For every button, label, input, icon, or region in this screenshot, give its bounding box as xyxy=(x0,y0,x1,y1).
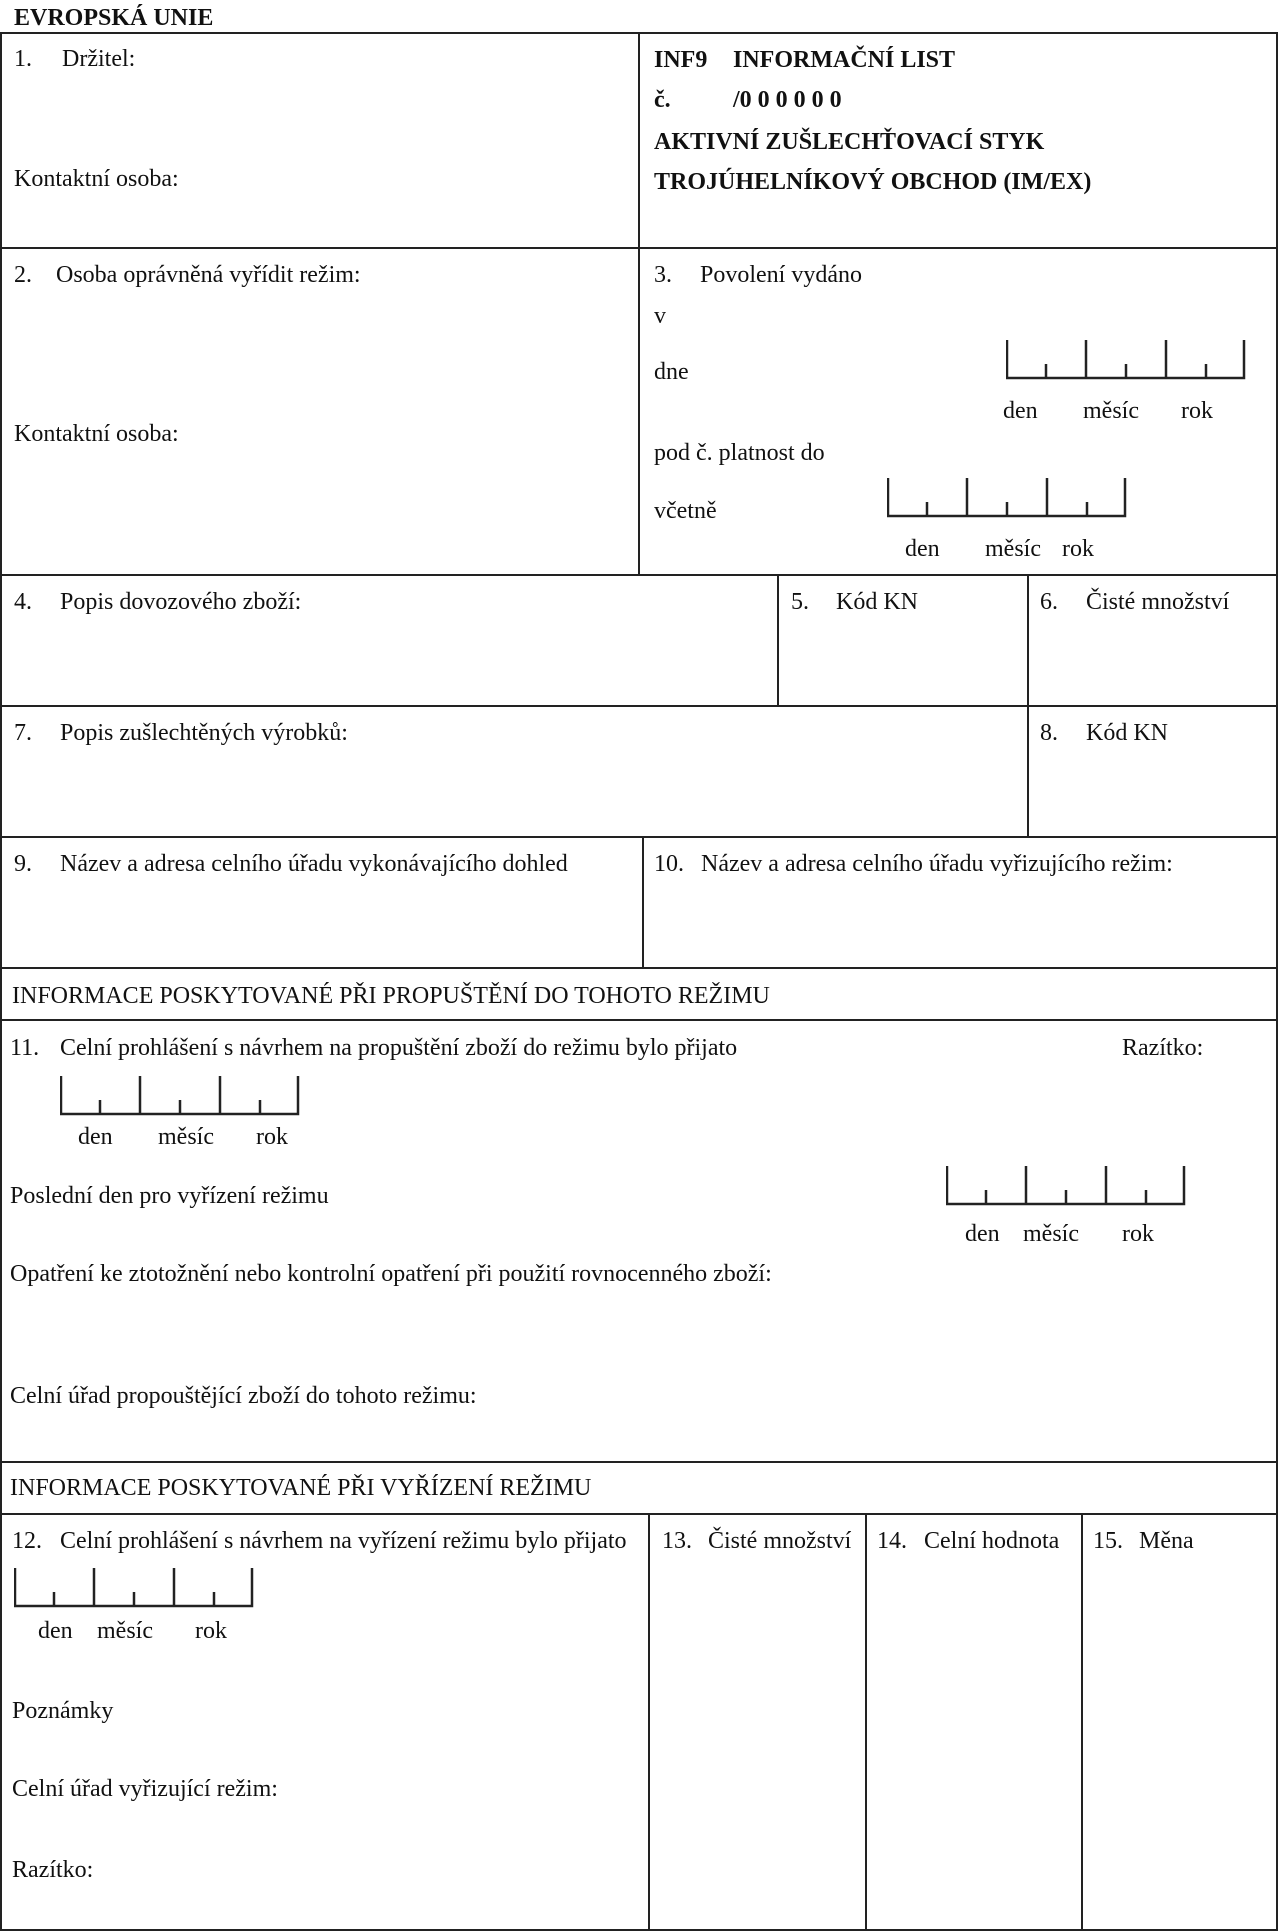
doc-procedure-line2: TROJÚHELNÍKOVÝ OBCHOD (IM/EX) xyxy=(654,169,1092,195)
box10-title: Název a adresa celního úřadu vyřizujícího režim: xyxy=(701,851,1173,877)
box6-title: Čisté množství xyxy=(1086,589,1230,615)
box11-last-day-label: Poslední den pro vyřízení režimu xyxy=(10,1183,329,1209)
month-label: měsíc xyxy=(1023,1221,1079,1247)
date-field-frame xyxy=(887,476,1127,518)
date-field-frame xyxy=(60,1074,300,1116)
doc-code: INF9 xyxy=(654,47,708,73)
box6-number: 6. xyxy=(1040,589,1058,615)
box3-number: 3. xyxy=(654,262,672,288)
box9-number: 9. xyxy=(14,851,32,877)
box3-number-validity-label: pod č. platnost do xyxy=(654,440,825,466)
month-label: měsíc xyxy=(97,1618,153,1644)
box12-stamp-label: Razítko: xyxy=(12,1857,94,1883)
doc-number-prefix: č. xyxy=(654,87,671,113)
box2-number: 2. xyxy=(14,262,32,288)
box15-title: Měna xyxy=(1139,1528,1194,1554)
section-release-title: INFORMACE POSKYTOVANÉ PŘI PROPUŠTĚNÍ DO TOHOTO REŽIMU xyxy=(12,983,770,1009)
year-label: rok xyxy=(1122,1221,1154,1247)
declaration-accepted-date-field[interactable] xyxy=(60,1074,300,1116)
page-header-title: EVROPSKÁ UNIE xyxy=(14,5,214,31)
date-field-frame xyxy=(14,1566,254,1608)
box11-title: Celní prohlášení s návrhem na propuštění zboží do režimu bylo přijato xyxy=(60,1035,738,1061)
box12-notes-label: Poznámky xyxy=(12,1698,114,1724)
year-label: rok xyxy=(1062,536,1094,562)
box3-date-label: dne xyxy=(654,359,689,385)
box13-title: Čisté množství xyxy=(708,1528,852,1554)
box5-number: 5. xyxy=(791,589,809,615)
box2-title: Osoba oprávněná vyřídit režim: xyxy=(56,262,361,288)
doc-procedure-line1: AKTIVNÍ ZUŠLECHŤOVACÍ STYK xyxy=(654,129,1045,155)
validity-date-field[interactable] xyxy=(887,476,1127,518)
box10-number: 10. xyxy=(654,851,684,877)
box3-inclusive-label: včetně xyxy=(654,498,717,524)
day-label: den xyxy=(78,1124,113,1150)
box2-contact-label: Kontaktní osoba: xyxy=(14,421,179,447)
box8-number: 8. xyxy=(1040,720,1058,746)
box1-number: 1. xyxy=(14,46,32,72)
box1-contact-label: Kontaktní osoba: xyxy=(14,166,179,192)
box11-stamp-label: Razítko: xyxy=(1122,1035,1204,1061)
year-label: rok xyxy=(256,1124,288,1150)
box4-title: Popis dovozového zboží: xyxy=(60,589,302,615)
month-label: měsíc xyxy=(985,536,1041,562)
box8-title: Kód KN xyxy=(1086,720,1168,746)
doc-number: /0 0 0 0 0 0 xyxy=(733,87,842,113)
month-label: měsíc xyxy=(158,1124,214,1150)
box11-measures-label: Opatření ke ztotožnění nebo kontrolní opatření při použití rovnocenného zboží: xyxy=(10,1261,772,1287)
last-day-date-field[interactable] xyxy=(946,1164,1186,1206)
day-label: den xyxy=(1003,398,1038,424)
box12-office-label: Celní úřad vyřizující režim: xyxy=(12,1776,278,1802)
box7-title: Popis zušlechtěných výrobků: xyxy=(60,720,348,746)
box3-title: Povolení vydáno xyxy=(700,262,862,288)
box1-holder-label: Držitel: xyxy=(62,46,136,72)
box14-number: 14. xyxy=(877,1528,907,1554)
day-label: den xyxy=(905,536,940,562)
issue-date-field[interactable] xyxy=(1006,338,1246,380)
box15-number: 15. xyxy=(1093,1528,1123,1554)
doc-title: INFORMAČNÍ LIST xyxy=(733,47,956,73)
discharge-accepted-date-field[interactable] xyxy=(14,1566,254,1608)
box12-title: Celní prohlášení s návrhem na vyřízení režimu bylo přijato xyxy=(60,1528,627,1554)
box9-title: Název a adresa celního úřadu vykonávajícího dohled xyxy=(60,851,568,877)
box11-office-label: Celní úřad propouštějící zboží do tohoto režimu: xyxy=(10,1383,477,1409)
box7-number: 7. xyxy=(14,720,32,746)
box3-place-label: v xyxy=(654,303,666,329)
day-label: den xyxy=(965,1221,1000,1247)
box11-number: 11. xyxy=(10,1035,40,1061)
box13-number: 13. xyxy=(662,1528,692,1554)
box4-number: 4. xyxy=(14,589,32,615)
year-label: rok xyxy=(195,1618,227,1644)
year-label: rok xyxy=(1181,398,1213,424)
box12-number: 12. xyxy=(12,1528,42,1554)
day-label: den xyxy=(38,1618,73,1644)
section-discharge-title: INFORMACE POSKYTOVANÉ PŘI VYŘÍZENÍ REŽIMU xyxy=(10,1475,592,1501)
date-field-frame xyxy=(946,1164,1186,1206)
box5-title: Kód KN xyxy=(836,589,918,615)
month-label: měsíc xyxy=(1083,398,1139,424)
date-field-frame xyxy=(1006,338,1246,380)
box14-title: Celní hodnota xyxy=(924,1528,1060,1554)
